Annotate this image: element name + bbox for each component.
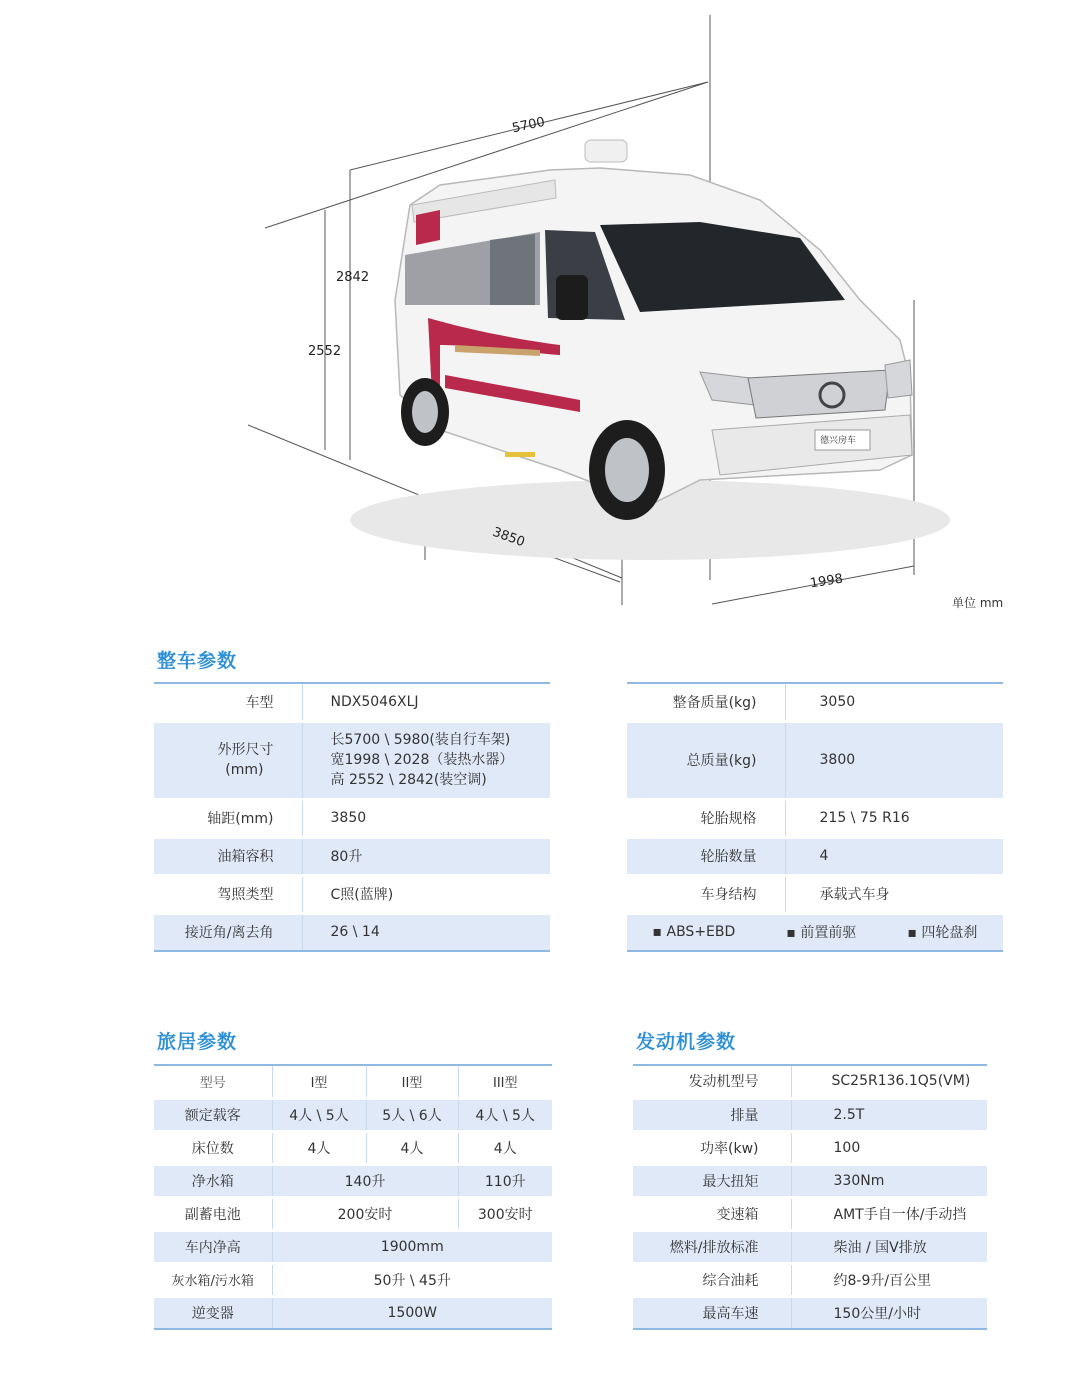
param-value: 1900mm (272, 1230, 552, 1263)
vehicle-params-right-table (627, 682, 1003, 952)
param-value: 长5700 \ 5980(装自行车架) 宽1998 \ 2028（装热水器） 高 2552 \ 2842(装空调) (302, 721, 550, 799)
param-label: 驾照类型 (154, 875, 302, 913)
param-label: 轮胎数量 (627, 837, 785, 875)
header-model: 型号 (154, 1065, 272, 1098)
param-value: 50升 \ 45升 (272, 1263, 552, 1296)
param-label: 副蓄电池 (154, 1197, 272, 1230)
param-value: C照(蓝牌) (302, 875, 550, 913)
table-row (154, 1131, 552, 1164)
param-value: 约8-9升/百公里 (791, 1263, 987, 1296)
table-row (633, 1263, 987, 1296)
param-value: 4人 (458, 1131, 552, 1164)
table-row (627, 799, 1003, 837)
feature-disc-brakes: ▪ 四轮盘刹 (907, 922, 977, 942)
table-row (633, 1131, 987, 1164)
param-label: 床位数 (154, 1131, 272, 1164)
table-row (627, 721, 1003, 799)
feature-fwd: ▪ 前置前驱 (786, 922, 856, 942)
param-value: 200安时 (272, 1197, 458, 1230)
param-value: 330Nm (791, 1164, 987, 1197)
dim-length: 5700 (510, 114, 547, 137)
param-value: 2.5T (791, 1098, 987, 1131)
table-row (154, 837, 550, 875)
param-label: 接近角/离去角 (154, 913, 302, 951)
param-value: SC25R136.1Q5(VM) (831, 1073, 971, 1090)
param-value: 4人 \ 5人 (458, 1098, 552, 1131)
table-row (633, 1065, 987, 1098)
vehicle-params-left-table (154, 682, 550, 952)
table-row (633, 1296, 987, 1329)
param-value: 5人 \ 6人 (366, 1098, 458, 1131)
table-row (154, 721, 550, 799)
param-value: 150公里/小时 (791, 1296, 987, 1329)
param-label: 外形尺寸 (mm) (154, 721, 302, 799)
param-value: 80升 (302, 837, 550, 875)
param-label: 轴距(mm) (154, 799, 302, 837)
param-value: 300安时 (458, 1197, 552, 1230)
table-row (154, 913, 550, 951)
feature-list (627, 922, 1003, 942)
badge-text: 德兴房车 (820, 436, 857, 446)
table-row (154, 683, 550, 721)
table-row (154, 1098, 552, 1131)
table-row (154, 1296, 552, 1329)
vehicle-dimension-figure (0, 0, 1080, 620)
param-value: 215 \ 75 R16 (785, 799, 1003, 837)
camper-van-illustration (0, 0, 1080, 620)
table-row (154, 799, 550, 837)
param-value: 3800 (785, 721, 1003, 799)
header-type-3: III型 (492, 1075, 518, 1091)
dim-height: 2552 (308, 344, 342, 359)
param-label: 综合油耗 (633, 1263, 791, 1296)
table-row (633, 1098, 987, 1131)
table-row (154, 1263, 552, 1296)
table-row (627, 683, 1003, 721)
unit-label: 单位 mm (952, 596, 1004, 610)
table-row (627, 875, 1003, 913)
table-row (154, 875, 550, 913)
param-value: 3850 (302, 799, 550, 837)
feature-abs: ▪ ABS+EBD (653, 924, 736, 940)
dim-height-ac: 2842 (336, 270, 370, 285)
param-label: 变速箱 (633, 1197, 791, 1230)
param-label: 车内净高 (154, 1230, 272, 1263)
param-value: NDX5046XLJ (330, 693, 419, 710)
param-value: 4 (785, 837, 1003, 875)
param-label: 功率(kw) (633, 1131, 791, 1164)
param-label: 额定载客 (154, 1098, 272, 1131)
param-value: 4人 (272, 1131, 366, 1164)
table-row (627, 837, 1003, 875)
param-value: 4人 \ 5人 (272, 1098, 366, 1131)
living-params-table (154, 1064, 552, 1330)
param-value: 1500W (272, 1296, 552, 1329)
header-type-1: I型 (272, 1065, 366, 1098)
param-label: 油箱容积 (154, 837, 302, 875)
dim-wheelbase: 3850 (490, 524, 527, 551)
param-label: 发动机型号 (633, 1065, 791, 1098)
param-value: 柴油 / 国V排放 (791, 1230, 987, 1263)
param-label: 燃料/排放标准 (633, 1230, 791, 1263)
engine-params-table (633, 1064, 987, 1330)
dim-width: 1998 (809, 571, 845, 592)
table-row (633, 1164, 987, 1197)
param-label: 灰水箱/污水箱 (154, 1263, 272, 1296)
header-type-2: II型 (366, 1065, 458, 1098)
param-value: 110升 (458, 1164, 552, 1197)
param-value: 承载式车身 (785, 875, 1003, 913)
param-label: 排量 (633, 1098, 791, 1131)
table-row (154, 1197, 552, 1230)
table-row (633, 1197, 987, 1230)
table-row (154, 1065, 552, 1098)
table-row (627, 913, 1003, 951)
param-value: 140升 (272, 1164, 458, 1197)
param-label: 最高车速 (633, 1296, 791, 1329)
param-label: 整备质量(kg) (627, 683, 785, 721)
param-label: 总质量(kg) (627, 721, 785, 799)
param-value: 3050 (819, 693, 856, 710)
features-cell (627, 913, 1003, 951)
table-row (633, 1230, 987, 1263)
vehicle-params-title: 整车参数 (157, 650, 238, 672)
param-label: 最大扭矩 (633, 1164, 791, 1197)
table-row (154, 1164, 552, 1197)
param-value: 4人 (366, 1131, 458, 1164)
param-value: AMT手自一体/手动挡 (791, 1197, 987, 1230)
param-label: 净水箱 (154, 1164, 272, 1197)
living-params-title: 旅居参数 (157, 1031, 238, 1053)
table-row (154, 1230, 552, 1263)
param-label: 逆变器 (154, 1296, 272, 1329)
param-value: 26 \ 14 (302, 913, 550, 951)
param-label: 车型 (154, 683, 302, 721)
param-label: 轮胎规格 (627, 799, 785, 837)
param-value: 100 (791, 1131, 987, 1164)
engine-params-title: 发动机参数 (636, 1031, 737, 1053)
param-label: 车身结构 (627, 875, 785, 913)
